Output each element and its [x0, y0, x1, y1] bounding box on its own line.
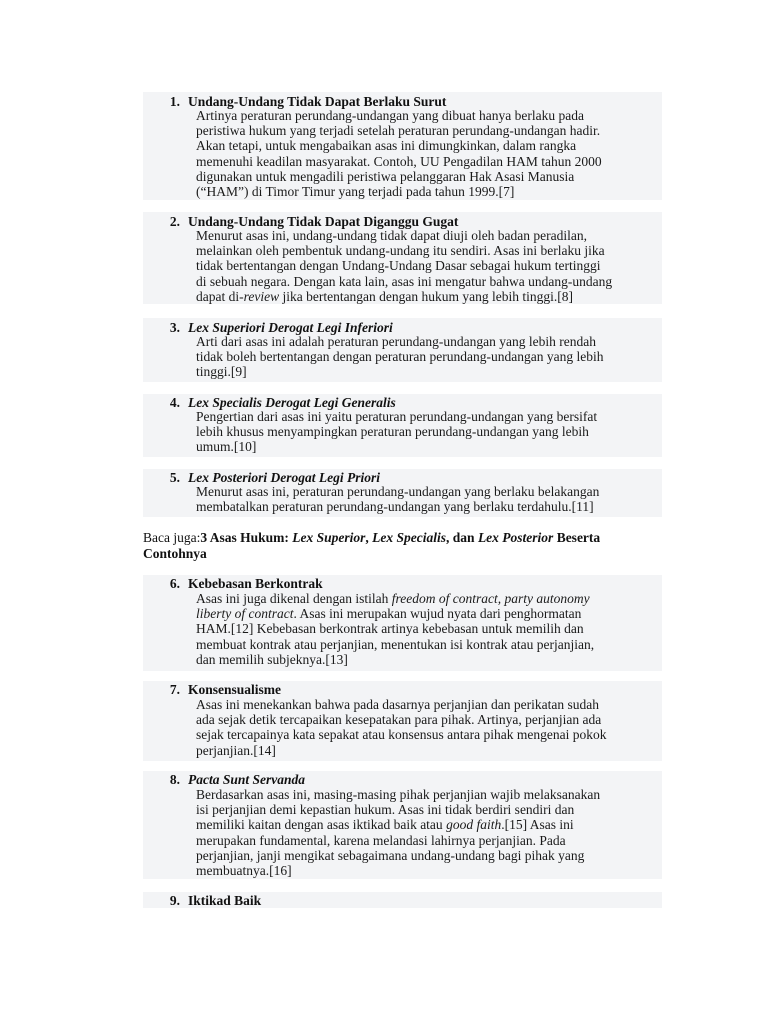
body-line: liberty of contract. Asas ini merupakan wujud nyata dari penghormatan: [196, 606, 582, 622]
item-title: Lex Specialis Derogat Legi Generalis: [188, 395, 396, 410]
item-body: [196, 787, 600, 878]
body-line: tidak bertentangan dengan Undang-Undang Dasar sebagai hukum tertinggi: [196, 258, 601, 274]
item-title: Lex Superiori Derogat Legi Inferiori: [188, 320, 393, 335]
item-title: Pacta Sunt Servanda: [188, 772, 306, 787]
body-line: ada sejak detik tercapaikan kesepatakan para pihak. Artinya, perjanjian ada: [196, 712, 602, 728]
body-line: perjanjian.[14]: [196, 742, 276, 758]
item-body: [196, 108, 602, 199]
body-line: Asas ini menekankan bahwa pada dasarnya perjanjian dan perikatan sudah: [196, 697, 599, 712]
body-line: tidak boleh bertentangan dengan peraturan perundang-undangan yang lebih: [196, 349, 604, 365]
body-line: Menurut asas ini, undang-undang tidak dapat diuji oleh badan peradilan,: [196, 228, 588, 243]
related-label: Baca juga:: [143, 530, 201, 545]
item-number: 3.: [169, 320, 180, 335]
body-line: digunakan untuk mengadili peristiwa pelanggaran Hak Asasi Manusia: [196, 168, 575, 184]
body-line: tinggi.[9]: [196, 364, 247, 380]
body-line: Artinya peraturan perundang-undangan yang dibuat hanya berlaku pada: [196, 108, 584, 123]
item-body: [196, 228, 612, 304]
item-body: [196, 591, 594, 667]
body-line: Pengertian dari asas ini yaitu peraturan perundang-undangan yang bersifat: [196, 409, 598, 424]
body-line: Arti dari asas ini adalah peraturan perundang-undangan yang lebih rendah: [196, 334, 596, 349]
body-line: isi perjanjian demi kepastian hukum. Asas ini tidak berdiri sendiri dan: [196, 802, 575, 818]
body-line: sejak tercapainya kata sepakat atau konsensus antara pihak mengenai pokok: [196, 727, 607, 743]
item-number: 9.: [169, 893, 180, 908]
item-body: [196, 697, 606, 758]
related-article-link[interactable]: Baca juga:3 Asas Hukum: Lex Superior, Lex Specialis, dan Lex Posterior Beserta Contohnya: [143, 530, 601, 561]
body-line: memiliki kaitan dengan asas iktikad baik atau good faith.[15] Asas ini: [196, 817, 574, 833]
body-line: umum.[10]: [196, 439, 257, 455]
body-line: membuat kontrak atau perjanjian, menentukan isi kontrak atau perjanjian,: [196, 636, 595, 652]
item-number: 1.: [169, 94, 180, 109]
item-number: 4.: [169, 395, 180, 410]
body-line: perjanjian, janji mengikat sebagaimana undang-undang bagi pihak yang: [196, 847, 585, 863]
body-line: Akan tetapi, untuk mengabaikan asas ini dimungkinkan, dalam rangka: [196, 138, 577, 154]
body-line: membatalkan peraturan perundang-undangan yang berlaku terdahulu.[11]: [196, 499, 594, 515]
body-line: dapat di-review jika bertentangan dengan hukum yang lebih tinggi.[8]: [196, 288, 574, 304]
body-line: lebih khusus menyampingkan peraturan perundang-undangan yang lebih: [196, 424, 589, 440]
body-line: membuatnya.[16]: [196, 862, 292, 878]
body-line: dan memilih subjeknya.[13]: [196, 651, 348, 667]
item-number: 2.: [169, 214, 180, 229]
item-number: 8.: [169, 772, 180, 787]
body-line: (“HAM”) di Timor Timur yang terjadi pada tahun 1999.[7]: [196, 183, 515, 199]
item-body: [196, 409, 597, 455]
body-line: HAM.[12] Kebebasan berkontrak artinya kebebasan untuk memilih dan: [196, 621, 584, 637]
body-line: memenuhi keadilan masyarakat. Contoh, UU Pengadilan HAM tahun 2000: [196, 153, 602, 169]
body-line: Berdasarkan asas ini, masing-masing pihak perjanjian wajib melaksanakan: [196, 787, 601, 802]
item-title: Undang-Undang Tidak Dapat Diganggu Gugat: [188, 214, 459, 229]
item-body: [196, 334, 603, 380]
item-title: Iktikad Baik: [188, 893, 262, 908]
body-line: merupakan fundamental, karena melandasi lahirnya perjanjian. Pada: [196, 832, 566, 848]
body-line: Asas ini juga dikenal dengan istilah freedom of contract, party autonomy: [196, 591, 590, 606]
item-title: Kebebasan Berkontrak: [188, 576, 323, 591]
item-title: Konsensualisme: [188, 682, 282, 697]
item-number: 6.: [169, 576, 180, 591]
body-line: melainkan oleh pembentuk undang-undang itu sendiri. Asas ini berlaku jika: [196, 243, 605, 259]
item-title: Undang-Undang Tidak Dapat Berlaku Surut: [188, 94, 447, 109]
body-line: Menurut asas ini, peraturan perundang-undangan yang berlaku belakangan: [196, 484, 600, 499]
body-line: peristiwa hukum yang terjadi setelah peraturan perundang-undangan hadir.: [196, 123, 601, 139]
item-number: 7.: [169, 682, 180, 697]
item-title: Lex Posteriori Derogat Legi Priori: [188, 470, 380, 485]
item-body: [196, 484, 599, 514]
item-number: 5.: [169, 470, 180, 485]
related-title-line2: Contohnya: [143, 546, 207, 561]
body-line: di sebuah negara. Dengan kata lain, asas ini mengatur bahwa undang-undang: [196, 273, 613, 289]
